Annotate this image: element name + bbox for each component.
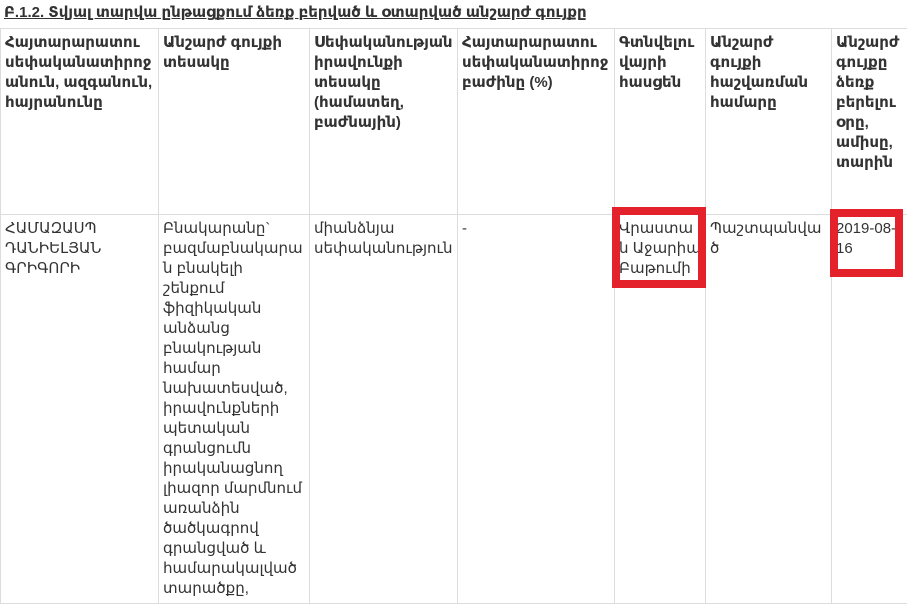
header-ownership-type: Սեփականության իրավունքի տեսակը (համատեղ, բաժնային) [310, 29, 458, 215]
cell-ownership-type: միանձնյա սեփականություն [310, 215, 458, 604]
cell-location: Վրաստան Աջարիա Բաթումի [615, 215, 706, 604]
table-row [1, 215, 907, 604]
property-table [0, 28, 907, 604]
header-location: Գտնվելու վայրի հասցեն [615, 29, 706, 215]
cell-registration-number: Պաշտպանված [706, 215, 832, 604]
section-title: Բ.1.2. Տվյալ տարվա ընթացքում ձեռք բերված և օտարված անշարժ գույքը [4, 3, 587, 21]
header-owner-name: Հայտարարատու սեփականատիրոջ անուն, ազգանուն, հայրանունը [1, 29, 159, 215]
cell-owner-share: - [458, 215, 615, 604]
header-registration-number: Անշարժ գույքի հաշվառման համարը [706, 29, 832, 215]
cell-owner-name: ՀԱՄԱԶԱՍՊ ԴԱՆԻԵԼՅԱՆ ԳՐԻԳՈՐԻ [1, 215, 159, 604]
cell-property-type: Բնակարանը` բազմաբնակարան բնակելի շենքում ֆիզիկական անձանց բնակության համար նախատեսված, իրավունքների պետական գրանցումն իրականացնող լիազոր մարմնում առանձին ծածկագրով գրանցված և համարակալված տարածքը, [159, 215, 310, 604]
header-property-type: Անշարժ գույքի տեսակը [159, 29, 310, 215]
header-owner-share: Հայտարարատու սեփականատիրոջ բաժինը (%) [458, 29, 615, 215]
table-header-row [1, 29, 907, 215]
header-acquisition-date: Անշարժ գույքը ձեռք բերելու օրը, ամիսը, տարին [832, 29, 907, 215]
cell-acquisition-date: 2019-08-16 [832, 215, 907, 604]
